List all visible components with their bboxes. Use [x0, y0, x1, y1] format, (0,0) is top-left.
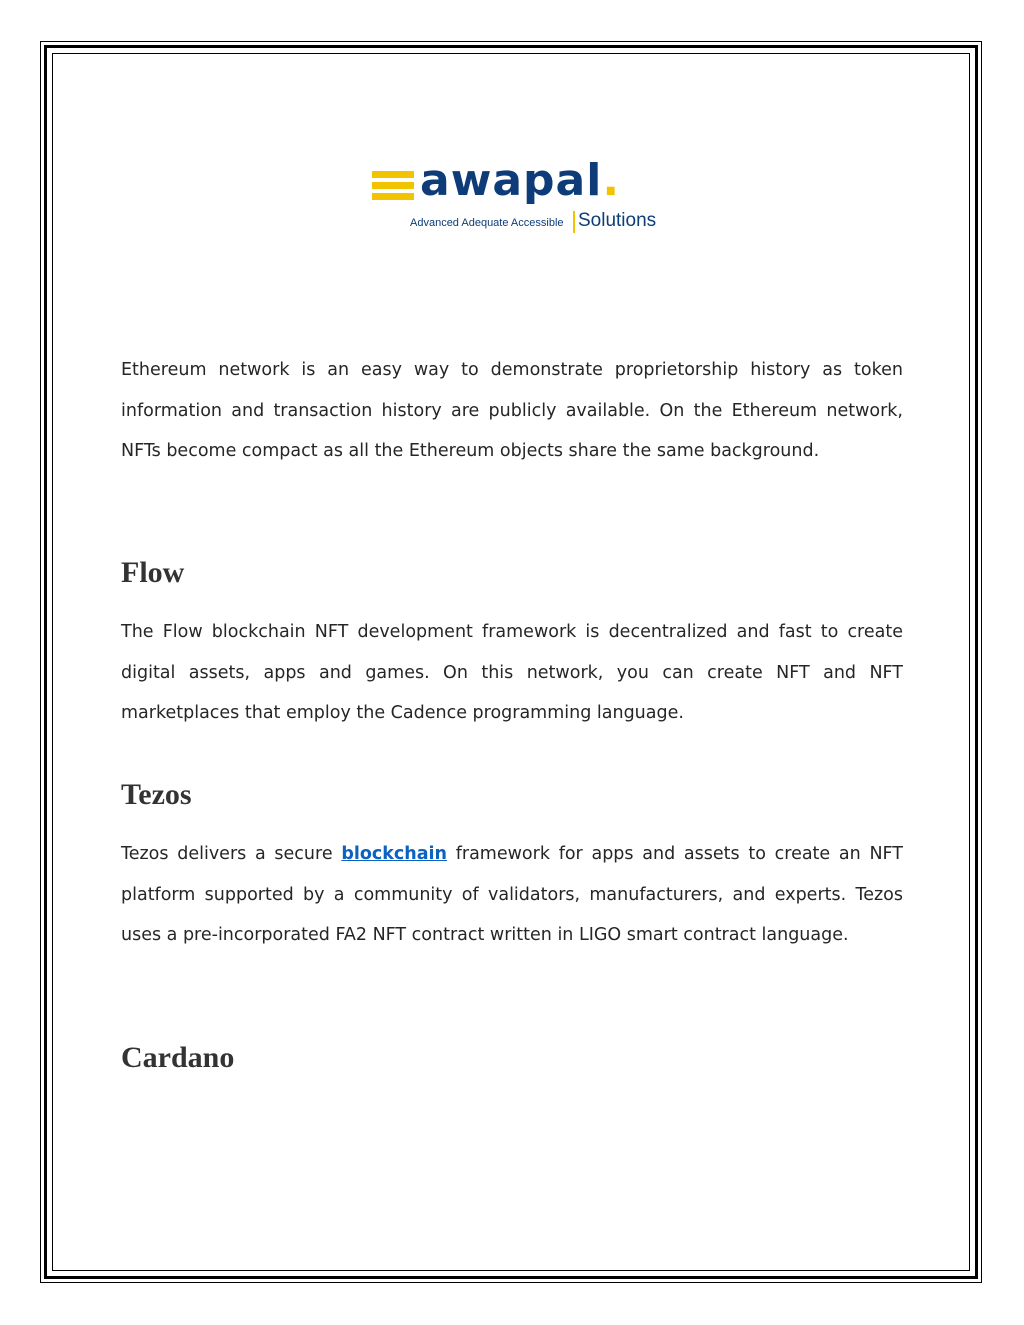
tezos-text-end: framework for apps and assets to create an NFT platform supported by a community of validators, manufacturers, and experts. Tezos uses a pre-incorporated FA2 NFT contract written in LIGO smart contract language.	[121, 844, 903, 945]
tezos-body	[121, 834, 903, 956]
tezos-heading: Tezos	[121, 778, 192, 811]
cardano-heading: Cardano	[121, 1041, 235, 1074]
logo-separator	[573, 211, 575, 233]
logo-bars-icon	[372, 171, 414, 204]
awapal-logo	[370, 155, 660, 240]
tezos-text-start: Tezos delivers a secure	[121, 844, 342, 864]
flow-heading: Flow	[121, 556, 185, 589]
tezos-section	[121, 777, 903, 813]
tezos-paragraph	[121, 834, 903, 956]
flow-body	[121, 612, 903, 734]
flow-section	[121, 555, 903, 591]
logo-wordmark: awapal.	[420, 155, 621, 206]
ethereum-section	[121, 350, 903, 472]
flow-paragraph: The Flow blockchain NFT development framework is decentralized and fast to create digital assets, apps and games. On this network, you can create NFT and NFT marketplaces that employ the Cadence programming language.	[121, 622, 903, 723]
logo-tagline: Advanced Adequate Accessible	[410, 217, 564, 229]
logo-solutions: Solutions	[578, 210, 657, 231]
blockchain-link[interactable]: blockchain	[341, 844, 447, 864]
ethereum-paragraph: Ethereum network is an easy way to demonstrate proprietorship history as token information and transaction history are publicly available. On the Ethereum network, NFTs become compact as all the Ethereum objects share the same background.	[121, 360, 903, 461]
cardano-section	[121, 1040, 903, 1076]
